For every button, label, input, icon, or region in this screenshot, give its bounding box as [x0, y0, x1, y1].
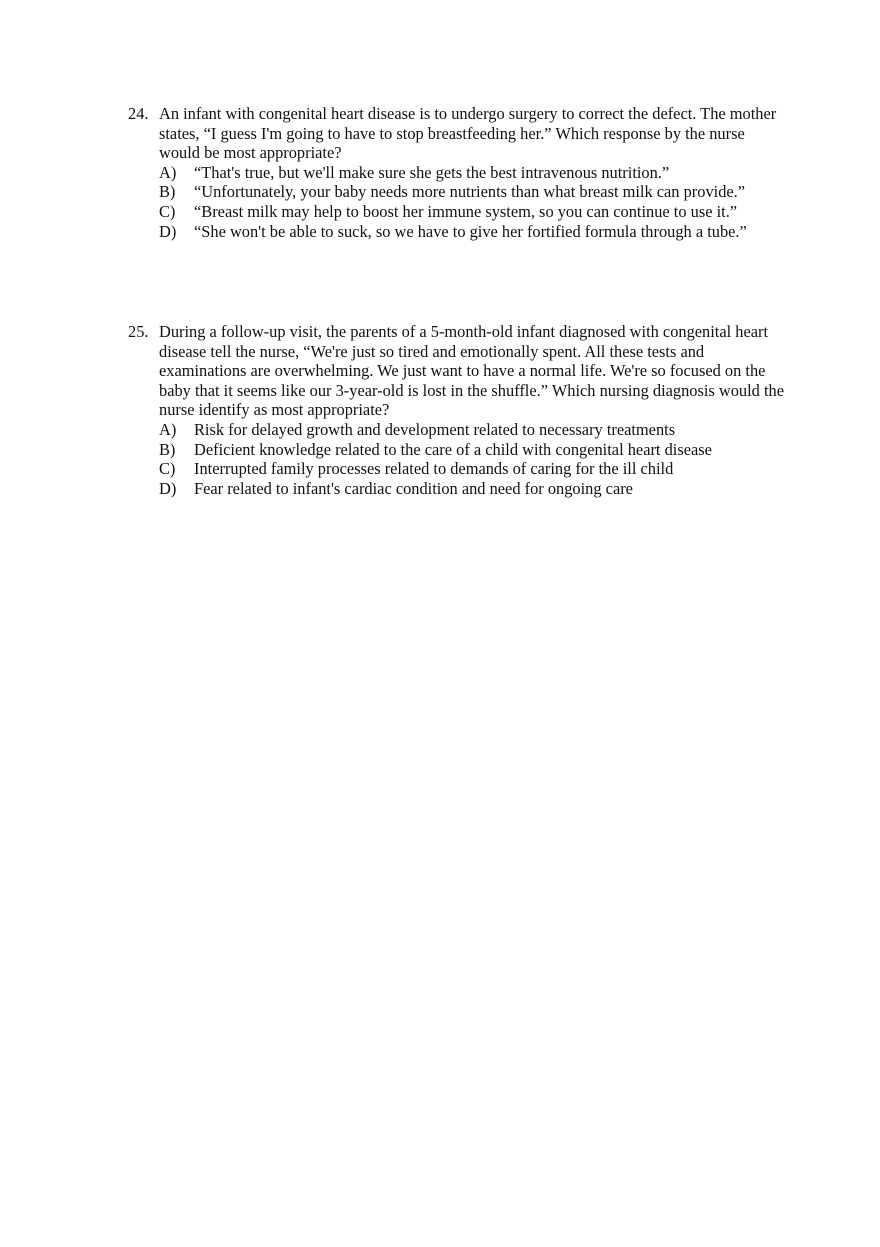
option-letter: D) [159, 221, 177, 241]
option-letter: D) [159, 478, 177, 498]
option-text: Fear related to infant's cardiac condition and need for ongoing care [194, 478, 633, 498]
option-letter: C) [159, 459, 176, 479]
question-25 [128, 322, 788, 498]
question-stem-row [128, 104, 788, 163]
question-24 [128, 104, 788, 241]
answer-option-a [128, 420, 788, 440]
option-text: Deficient knowledge related to the care of a child with congenital heart disease [194, 439, 712, 459]
option-letter: B) [159, 182, 176, 202]
question-number: 25. [128, 322, 149, 341]
answer-options [128, 420, 788, 498]
answer-option-b [128, 440, 788, 460]
option-text: Interrupted family processes related to demands of caring for the ill child [194, 459, 674, 479]
answer-option-d [128, 479, 788, 499]
question-stem-row [128, 322, 788, 420]
option-text: “That's true, but we'll make sure she gets the best intravenous nutrition.” [194, 162, 670, 182]
answer-option-c [128, 202, 788, 222]
answer-option-a [128, 163, 788, 183]
answer-option-d [128, 222, 788, 242]
question-number: 24. [128, 104, 149, 123]
answer-option-c [128, 459, 788, 479]
option-text: “She won't be able to suck, so we have to give her fortified formula through a tube.” [194, 221, 747, 241]
option-text: Risk for delayed growth and development related to necessary treatments [194, 419, 676, 439]
option-text: “Unfortunately, your baby needs more nutrients than what breast milk can provide.” [194, 182, 746, 202]
question-text: An infant with congenital heart disease is to undergo surgery to correct the defect. The mother states, “I guess I'm going to have to stop breastfeeding her.” Which response by the nurse would be most appropriate? [159, 104, 777, 163]
answer-options [128, 163, 788, 241]
option-letter: B) [159, 439, 176, 459]
option-letter: C) [159, 201, 176, 221]
option-text: “Breast milk may help to boost her immune system, so you can continue to use it.” [194, 201, 738, 221]
question-text: During a follow-up visit, the parents of a 5-month-old infant diagnosed with congenital heart disease tell the nurse, “We're just so tired and emotionally spent. All these tests and examinations are overwhelming. We just want to have a normal life. We're so focused on the baby that it seems like our 3-year-old is lost in the shuffle.” Which nursing diagnosis would the nurse identify as most appropriate? [159, 322, 784, 420]
answer-option-b [128, 182, 788, 202]
option-letter: A) [159, 162, 177, 182]
option-letter: A) [159, 419, 177, 439]
